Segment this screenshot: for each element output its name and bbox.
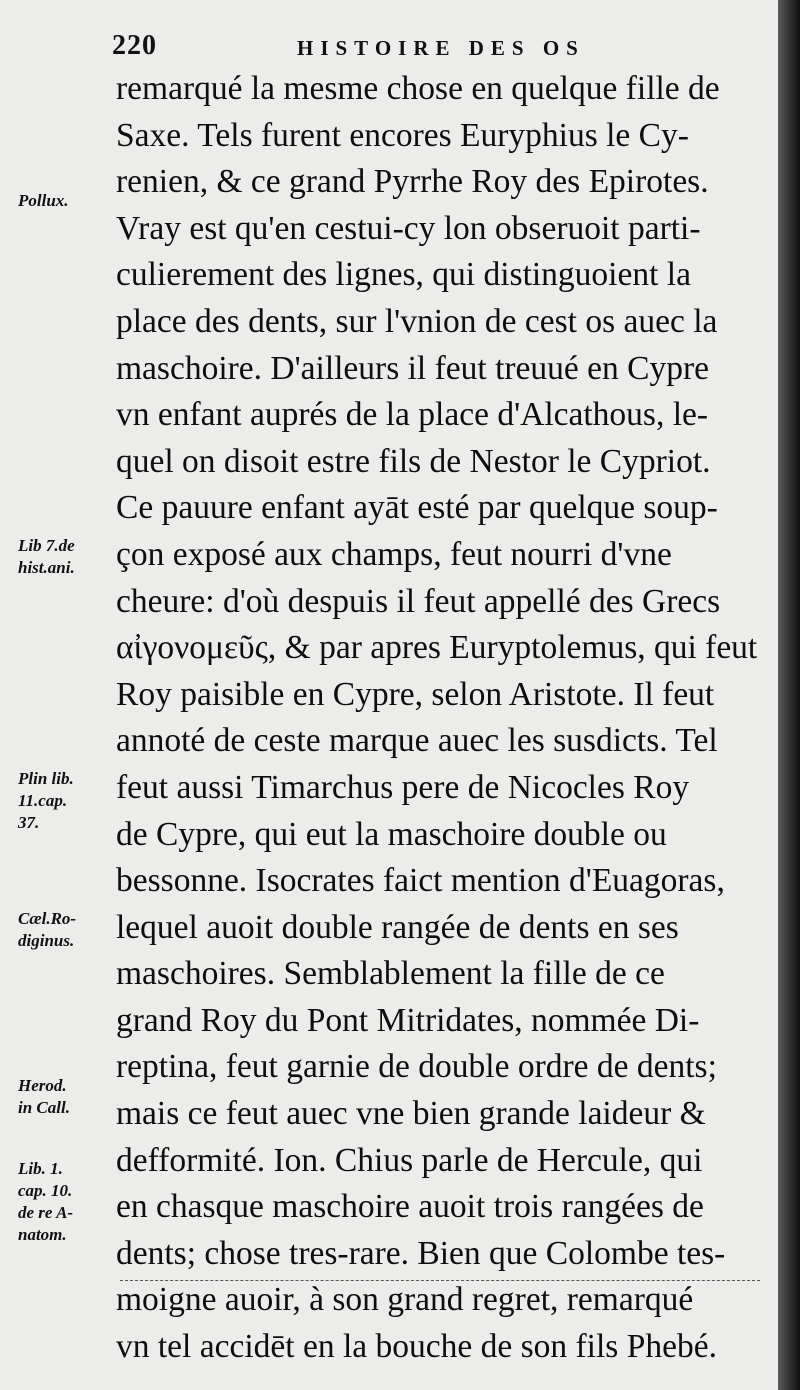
text-line: quel on disoit estre fils de Nestor le Cypriot.	[116, 442, 711, 480]
text-line: defformité. Ion. Chius parle de Hercule, qui	[116, 1141, 703, 1179]
margin-note-line: Lib 7.de	[18, 536, 75, 555]
text-line: moigne auoir, à son grand regret, remarqué	[116, 1281, 694, 1319]
margin-note-line: diginus.	[18, 931, 75, 950]
text-line: vn enfant auprés de la place d'Alcathous, le-	[116, 396, 709, 434]
margin-note-lib7	[18, 535, 118, 579]
text-line: Vray est qu'en cestui-cy lon obseruoit parti-	[116, 209, 701, 247]
margin-note-line: Pollux.	[18, 191, 69, 210]
text-line: lequel auoit double rangée de dents en ses	[116, 908, 679, 946]
text-line: çon exposé aux champs, feut nourri d'vne	[116, 535, 672, 573]
margin-note-plin	[18, 768, 118, 834]
margin-note-line: natom.	[18, 1225, 67, 1244]
margin-note-line: in Call.	[18, 1098, 70, 1117]
running-title: HISTOIRE DES OS	[297, 36, 585, 60]
margin-note-cael	[18, 908, 118, 952]
margin-note-line: Herod.	[18, 1076, 67, 1095]
page-number: 220	[112, 30, 157, 61]
margin-note-pollux	[18, 190, 118, 212]
text-line: feut aussi Timarchus pere de Nicocles Roy	[116, 768, 690, 806]
margin-note-line: 11.cap.	[18, 791, 68, 810]
margin-note-lib1	[18, 1158, 118, 1246]
text-line: reptina, feut garnie de double ordre de dents;	[116, 1048, 717, 1086]
margin-note-line: Lib. 1.	[18, 1159, 63, 1178]
text-line: Saxe. Tels furent encores Euryphius le Cy-	[116, 116, 689, 154]
margin-note-herod	[18, 1075, 118, 1119]
text-line: annoté de ceste marque auec les susdicts. Tel	[116, 722, 718, 760]
text-line: remarqué la mesme chose en quelque fille de	[116, 70, 720, 107]
text-line: grand Roy du Pont Mitridates, nommée Di-	[116, 1001, 700, 1039]
text-line: renien, & ce grand Pyrrhe Roy des Epirotes.	[116, 163, 709, 201]
body-text	[116, 66, 761, 1371]
text-line: vn tel accidēt en la bouche de son fils Phebé.	[116, 1328, 717, 1366]
margin-note-line: cap. 10.	[18, 1181, 73, 1200]
text-line: bessonne. Isocrates faict mention d'Euagoras,	[116, 862, 725, 900]
margin-note-line: Cæl.Ro-	[18, 909, 77, 928]
bottom-rule	[120, 1280, 760, 1282]
text-line: place des dents, sur l'vnion de cest os auec la	[116, 302, 718, 340]
page-edge-shadow	[778, 0, 800, 1390]
text-line: dents; chose tres-rare. Bien que Colombe tes-	[116, 1234, 726, 1272]
margin-note-line: 37.	[18, 813, 40, 832]
text-line: culierement des lignes, qui distinguoient la	[116, 256, 691, 294]
text-line: maschoire. D'ailleurs il feut treuué en Cypre	[116, 349, 710, 387]
text-line: mais ce feut auec vne bien grande laideur &	[116, 1095, 706, 1133]
text-line: Roy paisible en Cypre, selon Aristote. Il feut	[116, 675, 715, 713]
text-line: cheure: d'où despuis il feut appellé des Grecs	[116, 582, 721, 620]
margin-note-line: Plin lib.	[18, 769, 74, 788]
text-line: maschoires. Semblablement la fille de ce	[116, 955, 665, 993]
text-line: Ce pauure enfant ayāt esté par quelque soup-	[116, 489, 718, 527]
text-line: de Cypre, qui eut la maschoire double ou	[116, 815, 667, 853]
margin-note-line: hist.ani.	[18, 558, 75, 577]
text-line: αἰγονομεῦς, & par apres Euryptolemus, qui feut	[116, 629, 758, 667]
text-line: en chasque maschoire auoit trois rangées de	[116, 1188, 704, 1226]
margin-note-line: de re A-	[18, 1203, 74, 1222]
